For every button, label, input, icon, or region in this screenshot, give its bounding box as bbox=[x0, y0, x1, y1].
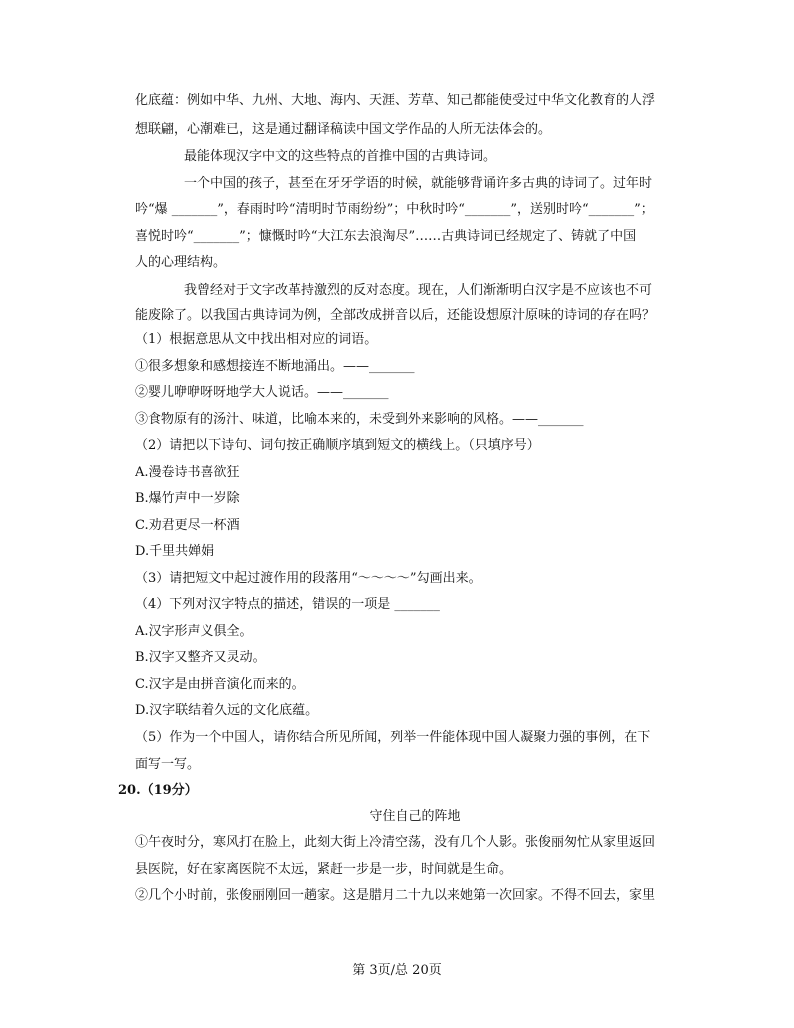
passage-line: 喜悦时吟“_______”；慷慨时吟“大江东去浪淘尽”……古典诗词已经规定了、铸就了中国 bbox=[135, 229, 637, 244]
question-4-option-c: C.汉字是由拼音演化而来的。 bbox=[135, 677, 305, 692]
question-2-option-a: A.漫卷诗书喜欲狂 bbox=[135, 465, 240, 480]
question-1-item-b: ②婴儿咿咿呀呀地学大人说话。——_______ bbox=[135, 385, 389, 400]
question-20-number: 20.（19分） bbox=[118, 783, 198, 798]
question-3: （3）请把短文中起过渡作用的段落用“～～～～”勾画出来。 bbox=[135, 571, 482, 586]
question-2-option-c: C.劝君更尽一杯酒 bbox=[135, 518, 240, 533]
passage-line: 能废除了。以我国古典诗词为例，全部改成拼音以后，还能设想原汁原味的诗词的存在吗？ bbox=[135, 308, 656, 323]
passage-line: 吟“爆 _______”，春雨时吟“清明时节雨纷纷”；中秋时吟“_______”，送别时吟“_______”； bbox=[135, 202, 654, 217]
question-1-item-a: ①很多想象和感想接连不断地涌出。——_______ bbox=[135, 359, 415, 374]
question-4-option-d: D.汉字联结着久远的文化底蕴。 bbox=[135, 703, 319, 718]
question-4-option-b: B.汉字又整齐又灵动。 bbox=[135, 650, 266, 665]
page-number: 第 3页/总 20页 bbox=[352, 963, 442, 978]
passage-line: 人的心理结构。 bbox=[135, 255, 227, 270]
question-4-option-a: A.汉字形声义俱全。 bbox=[135, 624, 253, 639]
passage-title: 守住自己的阵地 bbox=[369, 809, 461, 824]
passage-line: 想联翩，心潮难已，这是通过翻译稿读中国文学作品的人所无法体会的。 bbox=[135, 122, 552, 137]
question-4: （4）下列对汉字特点的描述，错误的一项是 _______ bbox=[135, 597, 440, 612]
passage-line: 化底蕴：例如中华、九州、大地、海内、天涯、芳草、知己都能使受过中华文化教育的人浮 bbox=[135, 93, 656, 108]
passage-line: ②几个小时前，张俊丽刚回一趟家。这是腊月二十九以来她第一次回家。不得不回去，家里 bbox=[135, 888, 656, 903]
passage-line: ①午夜时分，寒风打在脸上，此刻大街上冷清空荡，没有几个人影。张俊丽匆忙从家里返回 bbox=[135, 835, 656, 850]
question-2-option-b: B.爆竹声中一岁除 bbox=[135, 491, 240, 506]
passage-line: 一个中国的孩子，甚至在牙牙学语的时候，就能够背诵许多古典的诗词了。过年时 bbox=[184, 176, 653, 191]
question-5: （5）作为一个中国人，请你结合所见所闻，列举一件能体现中国人凝聚力强的事例，在下 bbox=[135, 730, 651, 745]
question-2-option-d: D.千里共婵娟 bbox=[135, 544, 215, 559]
question-1-item-c: ③食物原有的汤汁、味道，比喻本来的，未受到外来影响的风格。——_______ bbox=[135, 412, 584, 427]
passage-line: 县医院，好在家离医院不太远，紧赶一步是一步，时间就是生命。 bbox=[135, 862, 513, 877]
passage-line: 我曾经对于文字改革持激烈的反对态度。现在，人们渐渐明白汉字是不应该也不可 bbox=[184, 283, 653, 298]
question-2: （2）请把以下诗句、词句按正确顺序填到短文的横线上。（只填序号） bbox=[135, 438, 540, 453]
passage-line: 最能体现汉字中文的这些特点的首推中国的古典诗词。 bbox=[184, 149, 497, 164]
question-5: 面写一写。 bbox=[135, 757, 201, 772]
question-1: （1）根据意思从文中找出相对应的词语。 bbox=[135, 332, 378, 347]
